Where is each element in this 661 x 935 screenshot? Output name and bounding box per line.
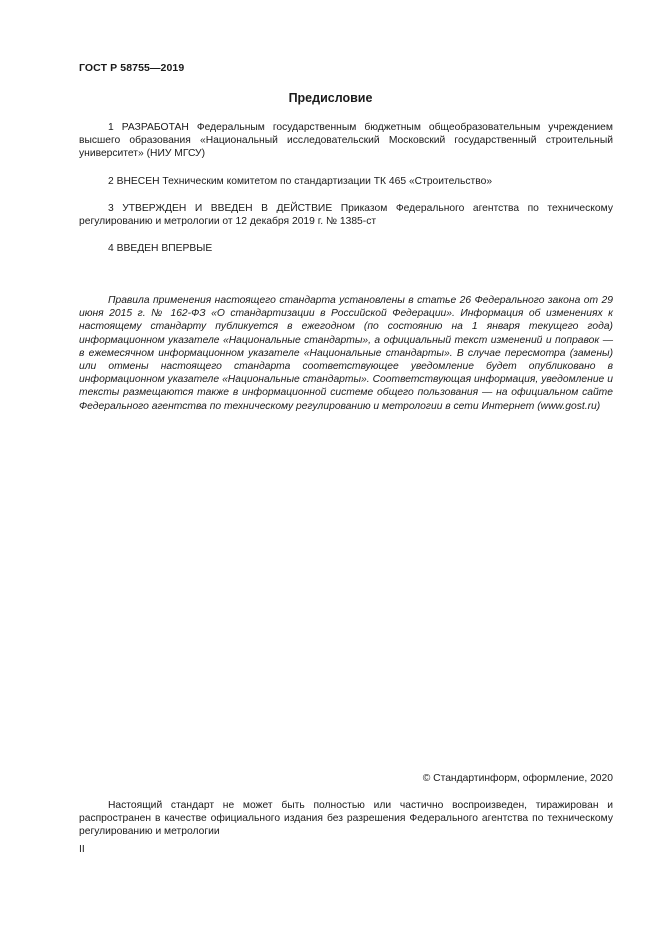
document-code: ГОСТ Р 58755—2019: [79, 62, 185, 74]
foreword-item-2: 2 ВНЕСЕН Техническим комитетом по стандартизации ТК 465 «Строительство»: [108, 176, 493, 187]
foreword-item-3: 3 УТВЕРЖДЕН И ВВЕДЕН В ДЕЙСТВИЕ Приказом Федерального агентства по техническому регулированию и метрологии от 12 декабря 2019 г. № 1385-ст: [79, 203, 613, 228]
application-rules-note: Правила применения настоящего стандарта установлены в статье 26 Федерального закона от 29 июня 2015 г. № 162-ФЗ «О стандартизации в Российской Федерации». Информация об изменениях к настоящему стандарту публикуется в ежегодном (по состоянию на 1 января текущего года) информационном указателе «Национальные стандарты», а официальный текст изменений и поправок — в ежемесячном информационном указателе «Национальные стандарты». В случае пересмотра (замены) или отмены настоящего стандарта соответствующее уведомление будет опубликовано в информационном указателе «Национальные стандарты». Соответствующая информация, уведомление и тексты размещаются также в информационной системе общего пользования — на официальном сайте Федерального агентства по техническому регулированию и метрологии в сети Интернет (www.gost.ru): [79, 295, 613, 412]
reproduction-notice: Настоящий стандарт не может быть полностью или частично воспроизведен, тиражирован и распространен в качестве официального издания без разрешения Федерального агентства по техническому регулированию и метрологии: [79, 800, 613, 838]
page-number: II: [79, 844, 85, 855]
copyright-line: © Стандартинформ, оформление, 2020: [422, 773, 613, 784]
foreword-item-1: 1 РАЗРАБОТАН Федеральным государственным бюджетным общеобразовательным учреждением высшего образования «Национальный исследовательский Московский государственный строительный университет» (НИУ МГСУ): [79, 122, 613, 160]
foreword-item-4: 4 ВВЕДЕН ВПЕРВЫЕ: [108, 243, 213, 254]
page-title: Предисловие: [288, 91, 373, 105]
